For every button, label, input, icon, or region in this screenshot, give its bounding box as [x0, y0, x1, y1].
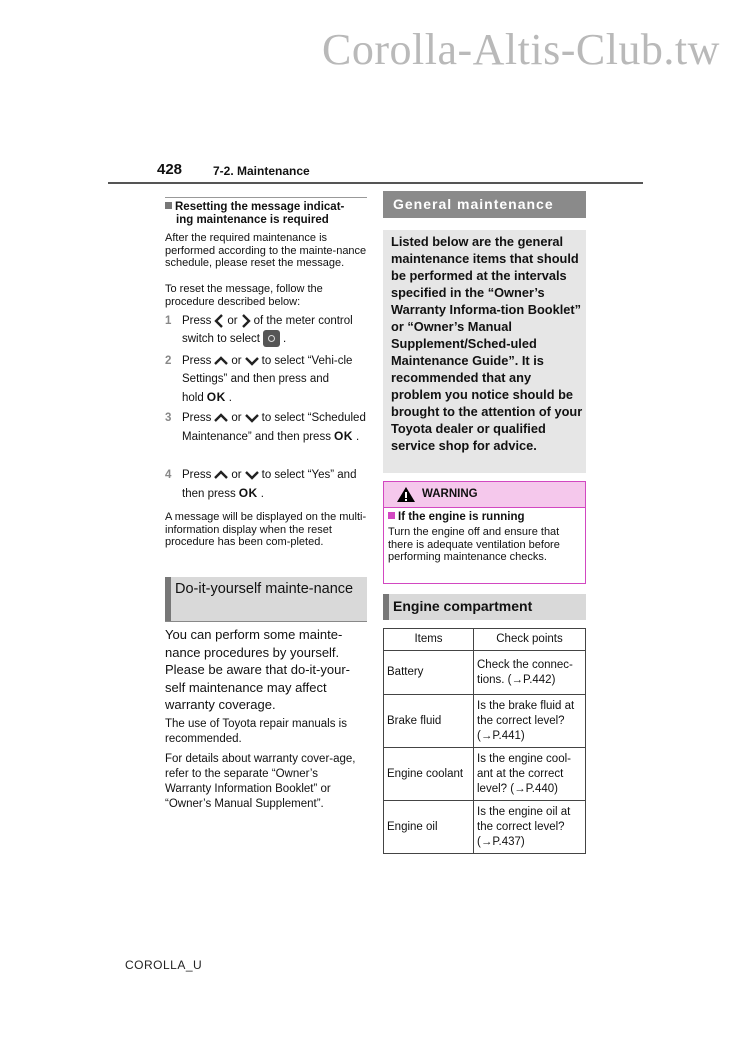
subheading: [165, 197, 367, 227]
table-header: Check points: [474, 629, 586, 651]
table-row: [384, 695, 586, 748]
warning-triangle-icon: [396, 486, 416, 503]
warning-sub-text: If the engine is running: [398, 511, 525, 523]
table-header: Items: [384, 629, 474, 651]
step-text: to select “Scheduled Maintenance” and then press: [182, 412, 366, 443]
step-number: 1: [165, 315, 172, 327]
intro-text-2: To reset the message, follow the procedure described below:: [165, 283, 323, 308]
step-number: 2: [165, 355, 172, 367]
general-text: Listed below are the general maintenance items that should be performed at the intervals specified in the “Owner’s Warranty Informa-tion Booklet” or “Owner’s Manual Supplement/Sched-uled Maintenance Guide”. It is recommended that any problem you notice should be brought to the attention of your Toyota dealer or qualified service shop for advice.: [391, 234, 583, 453]
page-number: 428: [157, 161, 183, 178]
chevron-up-icon: [214, 470, 228, 480]
warning-box: [383, 481, 586, 584]
reset-note: A message will be displayed on the multi-information display when the reset procedure has been com-pleted.: [165, 511, 367, 549]
ok-button-symbol: OK: [333, 429, 353, 443]
maintenance-table: [383, 628, 586, 854]
diy-paragraph-2: The use of Toyota repair manuals is recommended.: [165, 718, 347, 745]
step-text: of the meter control switch to select: [182, 315, 353, 345]
table-cell: Engine coolant: [384, 748, 474, 801]
table-cell: Is the brake fluid at the correct level? (→P.441): [474, 695, 586, 748]
step-number: 3: [165, 412, 172, 424]
subheading-line-2: ing maintenance is required: [176, 214, 329, 226]
table-cell: Brake fluid: [384, 695, 474, 748]
heading-bar: [383, 594, 389, 620]
step-text: to select “Yes” and then press: [182, 469, 357, 500]
step-text: .: [260, 488, 264, 500]
step-text: to select “Vehi-cle Settings” and then press and hold: [182, 355, 353, 404]
footer-label: COROLLA_U: [125, 958, 203, 972]
warning-text: Turn the engine off and ensure that there is adequate ventilation before performing maintenance checks.: [388, 526, 560, 564]
warning-header: [384, 482, 585, 508]
table-row: [384, 651, 586, 695]
chevron-down-icon: [245, 470, 259, 480]
diy-title: Do-it-yourself mainte-nance: [175, 581, 354, 597]
chevron-down-icon: [245, 356, 259, 366]
header-rule: [108, 182, 643, 184]
heading-underline: [165, 621, 367, 622]
square-bullet-icon: [165, 202, 172, 209]
step-3: [165, 409, 367, 465]
diy-paragraph-3: For details about warranty cover-age, refer to the separate “Owner’s Warranty Information Booklet” or “Owner’s Manual Supplement”.: [165, 753, 356, 810]
general-maintenance-heading: [383, 191, 586, 218]
warning-title: WARNING: [422, 488, 478, 500]
table-header-row: [384, 629, 586, 651]
chevron-left-icon: [214, 314, 224, 328]
intro-text: After the required maintenance is performed according to the mainte-nance schedule, please reset the message.: [165, 232, 367, 270]
chevron-down-icon: [245, 413, 259, 423]
engine-title: Engine compartment: [393, 598, 533, 614]
chevron-up-icon: [214, 413, 228, 423]
step-text: or: [231, 412, 242, 424]
section-title: 7-2. Maintenance: [213, 164, 310, 178]
table-row: [384, 801, 586, 854]
watermark: Corolla-Altis-Club.tw: [322, 25, 720, 74]
subheading-line-1: Resetting the message indicat-: [175, 201, 345, 213]
chevron-up-icon: [214, 356, 228, 366]
ok-button-symbol: OK: [206, 390, 226, 404]
engine-compartment-heading: [383, 594, 586, 620]
step-2: [165, 352, 367, 408]
table-cell: Engine oil: [384, 801, 474, 854]
step-text: Press: [182, 412, 212, 424]
table-cell: Is the engine cool-ant at the correct level? (→P.440): [474, 748, 586, 801]
diy-heading: [165, 577, 367, 621]
step-4: [165, 466, 367, 506]
table-row: [384, 748, 586, 801]
step-text: or: [231, 355, 242, 367]
ok-button-symbol: OK: [238, 486, 258, 500]
heading-bar: [165, 577, 171, 621]
step-text: .: [355, 431, 360, 443]
step-1: [165, 312, 367, 352]
step-number: 4: [165, 469, 172, 481]
general-title: General maintenance: [393, 196, 554, 212]
table-cell: Battery: [384, 651, 474, 695]
chevron-right-icon: [241, 314, 251, 328]
step-text: .: [228, 392, 232, 404]
settings-gear-icon: [263, 330, 280, 347]
diy-paragraph: You can perform some mainte-nance procedures by yourself. Please be aware that do-it-your-self maintenance may affect warranty coverage.: [165, 627, 350, 712]
step-text: or: [227, 315, 238, 327]
step-text: or: [231, 469, 242, 481]
warning-subheading: [388, 511, 525, 523]
step-text: Press: [182, 469, 212, 481]
table-cell: Is the engine oil at the correct level? (→P.437): [474, 801, 586, 854]
general-maintenance-box: [383, 230, 586, 473]
step-text: .: [282, 333, 287, 345]
step-text: Press: [182, 355, 212, 367]
step-text: Press: [182, 315, 212, 327]
table-cell: Check the connec-tions. (→P.442): [474, 651, 586, 695]
square-bullet-icon: [388, 512, 395, 519]
